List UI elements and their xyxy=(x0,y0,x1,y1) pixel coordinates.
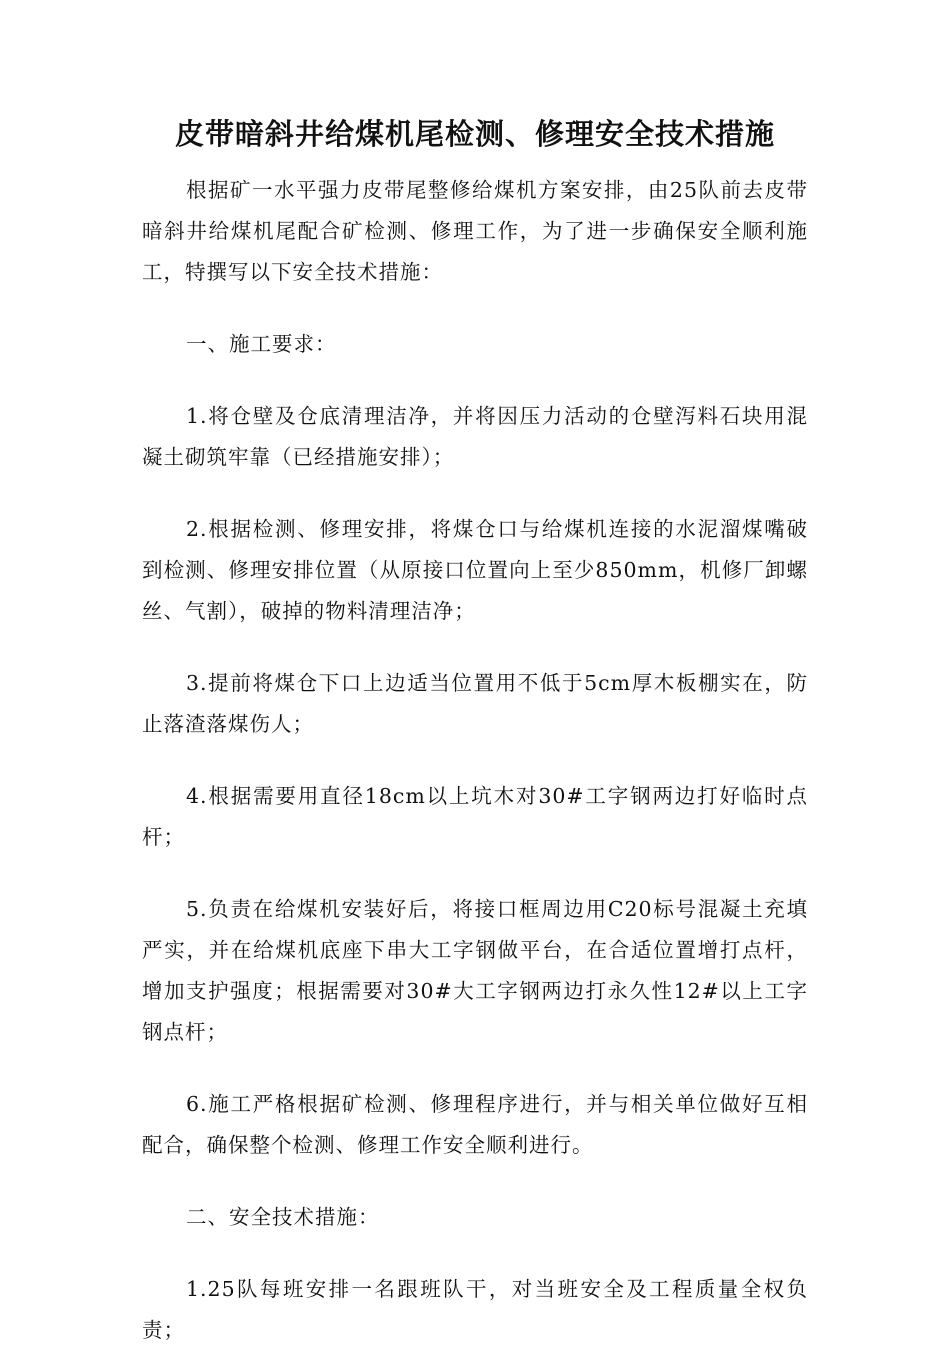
requirement-item-6: 6.施工严格根据矿检测、修理程序进行，并与相关单位做好互相配合，确保整个检测、修理工作安全顺利进行。 xyxy=(142,1092,808,1157)
requirement-item-4: 4.根据需要用直径18cm以上坑木对30#工字钢两边打好临时点杆； xyxy=(142,784,808,849)
section-heading-safety-measures: 二、安全技术措施： xyxy=(186,1205,380,1229)
requirement-item-3: 3.提前将煤仓下口上边适当位置用不低于5cm厚木板棚实在，防止落渣落煤伤人； xyxy=(142,671,808,736)
requirement-item-5: 5.负责在给煤机安装好后，将接口框周边用C20标号混凝土充填严实，并在给煤机底座下串大工字钢做平台，在合适位置增打点杆，增加支护强度；根据需要对30#大工字钢两边打永久性12#以上工字钢点杆； xyxy=(142,897,808,1044)
section-heading-construction-requirements: 一、施工要求： xyxy=(186,332,337,356)
intro-paragraph: 根据矿一水平强力皮带尾整修给煤机方案安排，由25队前去皮带暗斜井给煤机尾配合矿检测、修理工作，为了进一步确保安全顺利施工，特撰写以下安全技术措施： xyxy=(142,178,808,284)
requirement-item-1: 1.将仓壁及仓底清理洁净，并将因压力活动的仓壁泻料石块用混凝土砌筑牢靠（已经措施安排）； xyxy=(142,404,808,469)
safety-item-1: 1.25队每班安排一名跟班队干，对当班安全及工程质量全权负责； xyxy=(142,1277,808,1342)
document-title: 皮带暗斜井给煤机尾检测、修理安全技术措施 xyxy=(174,117,775,151)
requirement-item-2: 2.根据检测、修理安排，将煤仓口与给煤机连接的水泥溜煤嘴破到检测、修理安排位置（从原接口位置向上至少850mm，机修厂卸螺丝、气割），破掉的物料清理洁净； xyxy=(142,517,808,623)
